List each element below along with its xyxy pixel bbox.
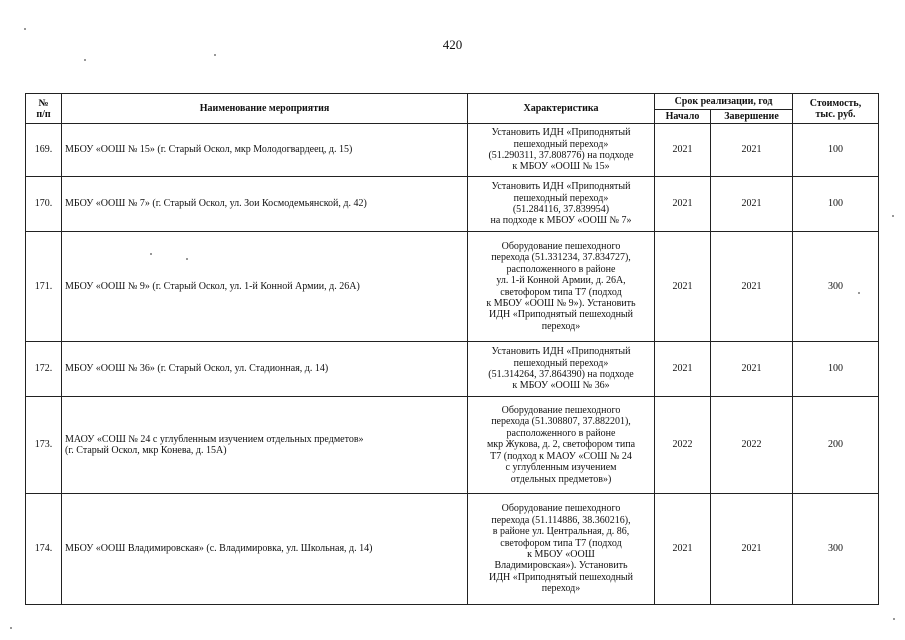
scan-speck [150,253,152,255]
row-end-year: 2021 [711,342,793,397]
row-cost: 200 [793,397,879,494]
table-row [26,397,879,494]
scan-speck [84,59,86,61]
row-number: 173. [26,397,62,494]
row-start-year: 2021 [655,177,711,232]
page-number: 420 [442,37,463,52]
header-end: Завершение [711,110,793,124]
row-characteristic: Установить ИДН «Приподнятый пешеходный переход» (51.284116, 37.839954) на подходе к МБОУ «ООШ № 7» [468,177,655,232]
row-name: МБОУ «ООШ № 36» (г. Старый Оскол, ул. Стадионная, д. 14) [62,342,468,397]
table-row [26,494,879,605]
row-cost: 300 [793,494,879,605]
table-row [26,342,879,397]
row-number: 171. [26,232,62,342]
row-number: 174. [26,494,62,605]
scan-speck [10,627,12,629]
measures-table [25,93,879,605]
scan-speck [893,618,895,620]
row-name: МБОУ «ООШ № 7» (г. Старый Оскол, ул. Зои Космодемьянской, д. 42) [62,177,468,232]
header-row-top [26,94,879,110]
row-characteristic: Оборудование пешеходного перехода (51.308807, 37.882201), расположенного в районе мкр Жукова, д. 2, светофором типа Т7 (подход к МАОУ «СОШ № 24 с углубленным изучением отдельных предметов») [468,397,655,494]
row-number: 169. [26,124,62,177]
table-row [26,177,879,232]
row-start-year: 2022 [655,397,711,494]
scan-speck [892,215,894,217]
row-number: 172. [26,342,62,397]
row-cost: 100 [793,177,879,232]
row-end-year: 2021 [711,494,793,605]
row-end-year: 2021 [711,232,793,342]
row-name: МБОУ «ООШ № 9» (г. Старый Оскол, ул. 1-й Конной Армии, д. 26А) [62,232,468,342]
row-cost: 100 [793,124,879,177]
row-number: 170. [26,177,62,232]
row-characteristic: Установить ИДН «Приподнятый пешеходный переход» (51.290311, 37.808776) на подходе к МБОУ «ООШ № 15» [468,124,655,177]
row-end-year: 2022 [711,397,793,494]
header-characteristic: Характеристика [468,94,655,124]
row-cost: 300 [793,232,879,342]
row-end-year: 2021 [711,177,793,232]
row-name: МАОУ «СОШ № 24 с углубленным изучением отдельных предметов» (г. Старый Оскол, мкр Конева, д. 15А) [62,397,468,494]
header-cost: Стоимость, тыс. руб. [793,94,879,124]
scan-speck [24,28,26,30]
row-start-year: 2021 [655,342,711,397]
table-row [26,232,879,342]
row-cost: 100 [793,342,879,397]
header-start: Начало [655,110,711,124]
row-name: МБОУ «ООШ № 15» (г. Старый Оскол, мкр Молодогвардеец, д. 15) [62,124,468,177]
row-start-year: 2021 [655,124,711,177]
row-characteristic: Оборудование пешеходного перехода (51.114886, 38.360216), в районе ул. Центральная, д. 86, светофором типа Т7 (подход к МБОУ «ООШ Владимировская»). Установить ИДН «Приподнятый пешеходный переход» [468,494,655,605]
row-characteristic: Установить ИДН «Приподнятый пешеходный переход» (51.314264, 37.864390) на подходе к МБОУ «ООШ № 36» [468,342,655,397]
row-name: МБОУ «ООШ Владимировская» (с. Владимировка, ул. Школьная, д. 14) [62,494,468,605]
header-num: № п/п [26,94,62,124]
header-name: Наименование мероприятия [62,94,468,124]
row-characteristic: Оборудование пешеходного перехода (51.331234, 37.834727), расположенного в районе ул. 1-й Конной Армии, д. 26А, светофором типа Т7 (подход к МБОУ «ООШ № 9»). Установить ИДН «Приподнятый пешеходный переход» [468,232,655,342]
scan-speck [214,54,216,56]
table-row [26,124,879,177]
row-end-year: 2021 [711,124,793,177]
scan-speck [858,292,860,294]
row-start-year: 2021 [655,494,711,605]
row-start-year: 2021 [655,232,711,342]
header-period: Срок реализации, год [655,94,793,110]
scan-speck [186,258,188,260]
